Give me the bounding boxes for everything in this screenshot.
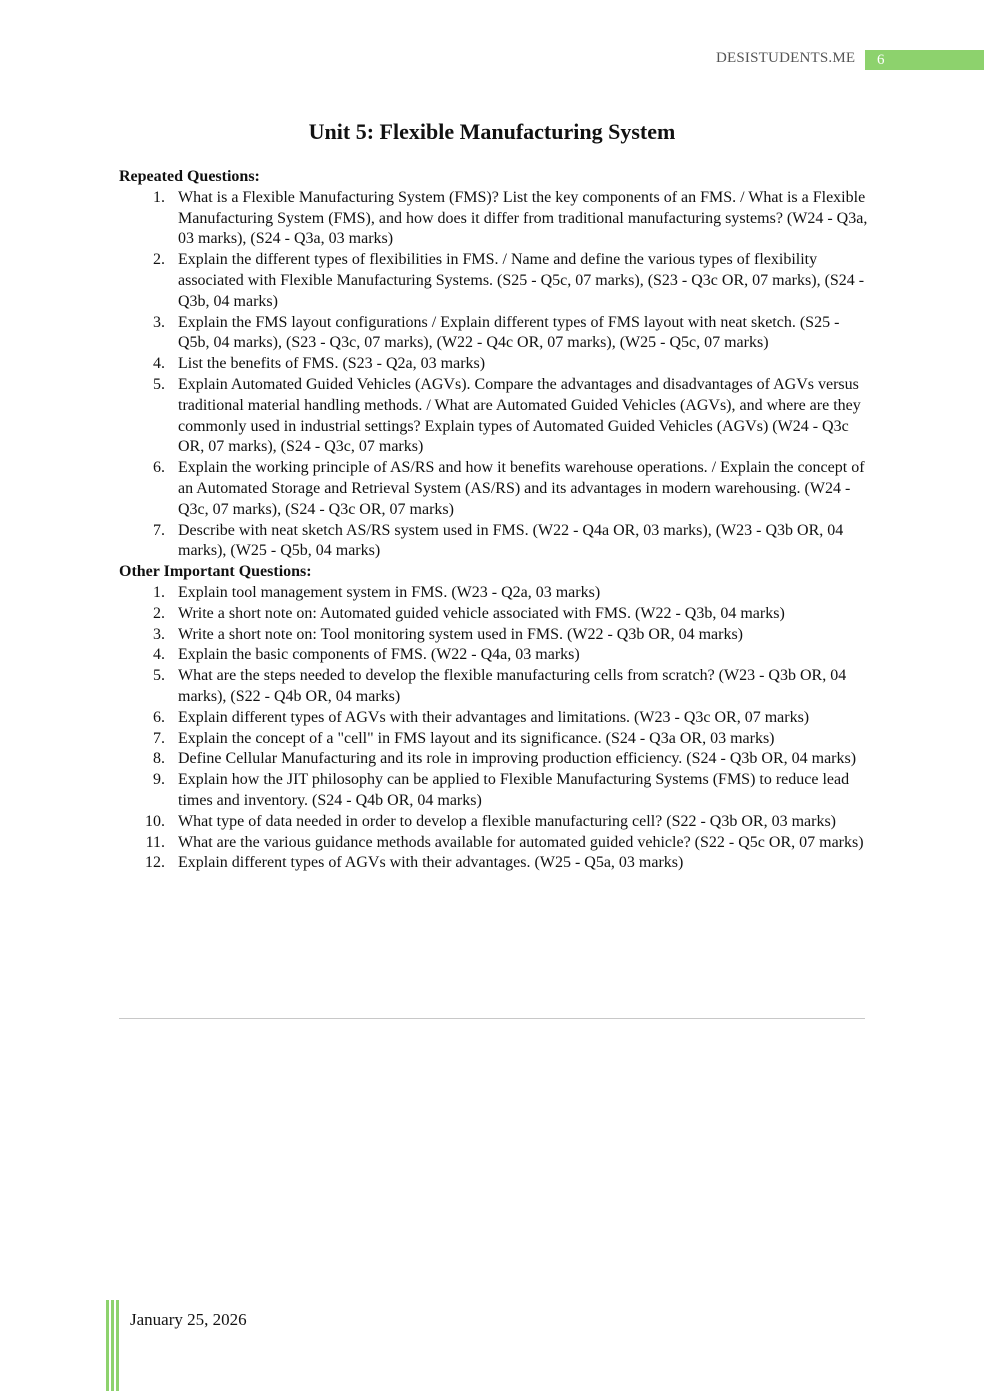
item-number: 8. — [153, 750, 165, 768]
item-number: 4. — [153, 355, 165, 373]
item-text: Explain Automated Guided Vehicles (AGVs). Compare the advantages and disadvantages of AGVs versus traditional material handling methods. / What are Automated Guided Vehicles (AGVs), and where are they commonly used in industrial settings? Explain types of Automated Guided Vehicles (AGVs) (W24 - Q3c OR, 07 marks), (S24 - Q3c, 07 marks) — [178, 375, 861, 456]
item-number: 1. — [153, 188, 165, 206]
item-text: Write a short note on: Automated guided vehicle associated with FMS. (W22 - Q3b, 04 marks) — [178, 604, 785, 622]
list-item — [119, 666, 869, 708]
list-item — [119, 749, 869, 770]
item-text: Explain the working principle of AS/RS and how it benefits warehouse operations. / Explain the concept of an Automated Storage and Retrieval System (AS/RS) and its advantages in modern warehousing. (W24 - Q3c, 07 marks), (S24 - Q3c OR, 07 marks) — [178, 459, 865, 518]
item-text: Explain different types of AGVs with their advantages and limitations. (W23 - Q3c OR, 07 marks) — [178, 708, 810, 726]
list-item — [119, 375, 869, 458]
repeated-questions-heading: Repeated Questions: — [119, 168, 260, 185]
list-item — [119, 645, 869, 666]
repeated-questions-list — [119, 188, 869, 562]
list-item — [119, 604, 869, 625]
list-item — [119, 250, 869, 312]
item-text: Explain the FMS layout configurations / Explain different types of FMS layout with neat sketch. (S25 - Q5b, 04 marks), (S23 - Q3c, 07 marks), (W22 - Q4c OR, 07 marks), (W25 - Q5c, 07 marks) — [178, 313, 840, 352]
item-number: 12. — [145, 854, 165, 872]
list-item — [119, 313, 869, 355]
accent-bar — [116, 1300, 119, 1391]
item-number: 2. — [153, 251, 165, 269]
list-item — [119, 188, 869, 250]
list-item — [119, 625, 869, 646]
accent-bar — [106, 1300, 109, 1391]
item-number: 3. — [153, 313, 165, 331]
item-number: 9. — [153, 771, 165, 789]
other-questions-list — [119, 583, 869, 874]
list-item — [119, 458, 869, 520]
site-name: DESISTUDENTS.ME — [716, 50, 856, 66]
list-item — [119, 354, 869, 375]
item-number: 10. — [145, 812, 165, 830]
item-text: List the benefits of FMS. (S23 - Q2a, 03 marks) — [178, 355, 486, 373]
item-number: 5. — [153, 375, 165, 393]
item-number: 1. — [153, 583, 165, 601]
footer-date: January 25, 2026 — [130, 1310, 247, 1329]
item-text: Explain the concept of a "cell" in FMS layout and its significance. (S24 - Q3a OR, 03 marks) — [178, 729, 775, 747]
item-text: Write a short note on: Tool monitoring system used in FMS. (W22 - Q3b OR, 04 marks) — [178, 625, 744, 643]
page-number-badge: 6 — [865, 50, 984, 70]
item-text: Explain the basic components of FMS. (W22 - Q4a, 03 marks) — [178, 646, 580, 664]
list-item — [119, 708, 869, 729]
item-text: What type of data needed in order to develop a flexible manufacturing cell? (S22 - Q3b OR, 03 marks) — [178, 812, 836, 830]
item-text: Explain the different types of flexibilities in FMS. / Name and define the various types of flexibility associated with Flexible Manufacturing Systems. (S25 - Q5c, 07 marks), (S23 - Q3c OR, 07 marks), (S24 - Q3b, 04 marks) — [178, 251, 865, 310]
list-item — [119, 521, 869, 563]
item-text: Define Cellular Manufacturing and its role in improving production efficiency. (S24 - Q3b OR, 04 marks) — [178, 750, 857, 768]
footer-accent-bars — [106, 1300, 120, 1391]
item-number: 11. — [145, 833, 165, 851]
item-number: 2. — [153, 604, 165, 622]
other-questions-heading: Other Important Questions: — [119, 563, 312, 581]
list-item — [119, 812, 869, 833]
item-text: What is a Flexible Manufacturing System (FMS)? List the key components of an FMS. / What is a Flexible Manufacturing System (FMS), and how does it differ from traditional manufacturing systems? (W24 - Q3a, 03 marks), (S24 - Q3a, 03 marks) — [178, 188, 868, 248]
item-text: Describe with neat sketch AS/RS system used in FMS. (W22 - Q4a OR, 03 marks), (W23 - Q3b OR, 04 marks), (W25 - Q5b, 04 marks) — [178, 521, 844, 560]
list-item — [119, 729, 869, 750]
item-number: 4. — [153, 646, 165, 664]
list-item — [119, 583, 869, 604]
page-title: Unit 5: Flexible Manufacturing System — [308, 119, 676, 144]
item-number: 5. — [153, 667, 165, 685]
item-text: Explain different types of AGVs with their advantages. (W25 - Q5a, 03 marks) — [178, 854, 684, 872]
item-text: Explain tool management system in FMS. (W23 - Q2a, 03 marks) — [178, 583, 601, 601]
list-item — [119, 833, 869, 854]
accent-bar — [111, 1300, 114, 1391]
item-number: 7. — [153, 729, 165, 747]
item-text: Explain how the JIT philosophy can be applied to Flexible Manufacturing Systems (FMS) to reduce lead times and inventory. (S24 - Q4b OR, 04 marks) — [178, 771, 850, 809]
item-text: What are the steps needed to develop the flexible manufacturing cells from scratch? (W23 - Q3b OR, 04 marks), (S22 - Q4b OR, 04 marks) — [178, 667, 847, 705]
document-body — [119, 167, 869, 874]
item-text: What are the various guidance methods available for automated guided vehicle? (S22 - Q5c OR, 07 marks) — [178, 833, 864, 851]
item-number: 7. — [153, 521, 165, 539]
list-item — [119, 853, 869, 874]
item-number: 6. — [153, 459, 165, 477]
item-number: 3. — [153, 625, 165, 643]
list-item — [119, 770, 869, 812]
section-divider — [119, 1018, 865, 1019]
item-number: 6. — [153, 708, 165, 726]
